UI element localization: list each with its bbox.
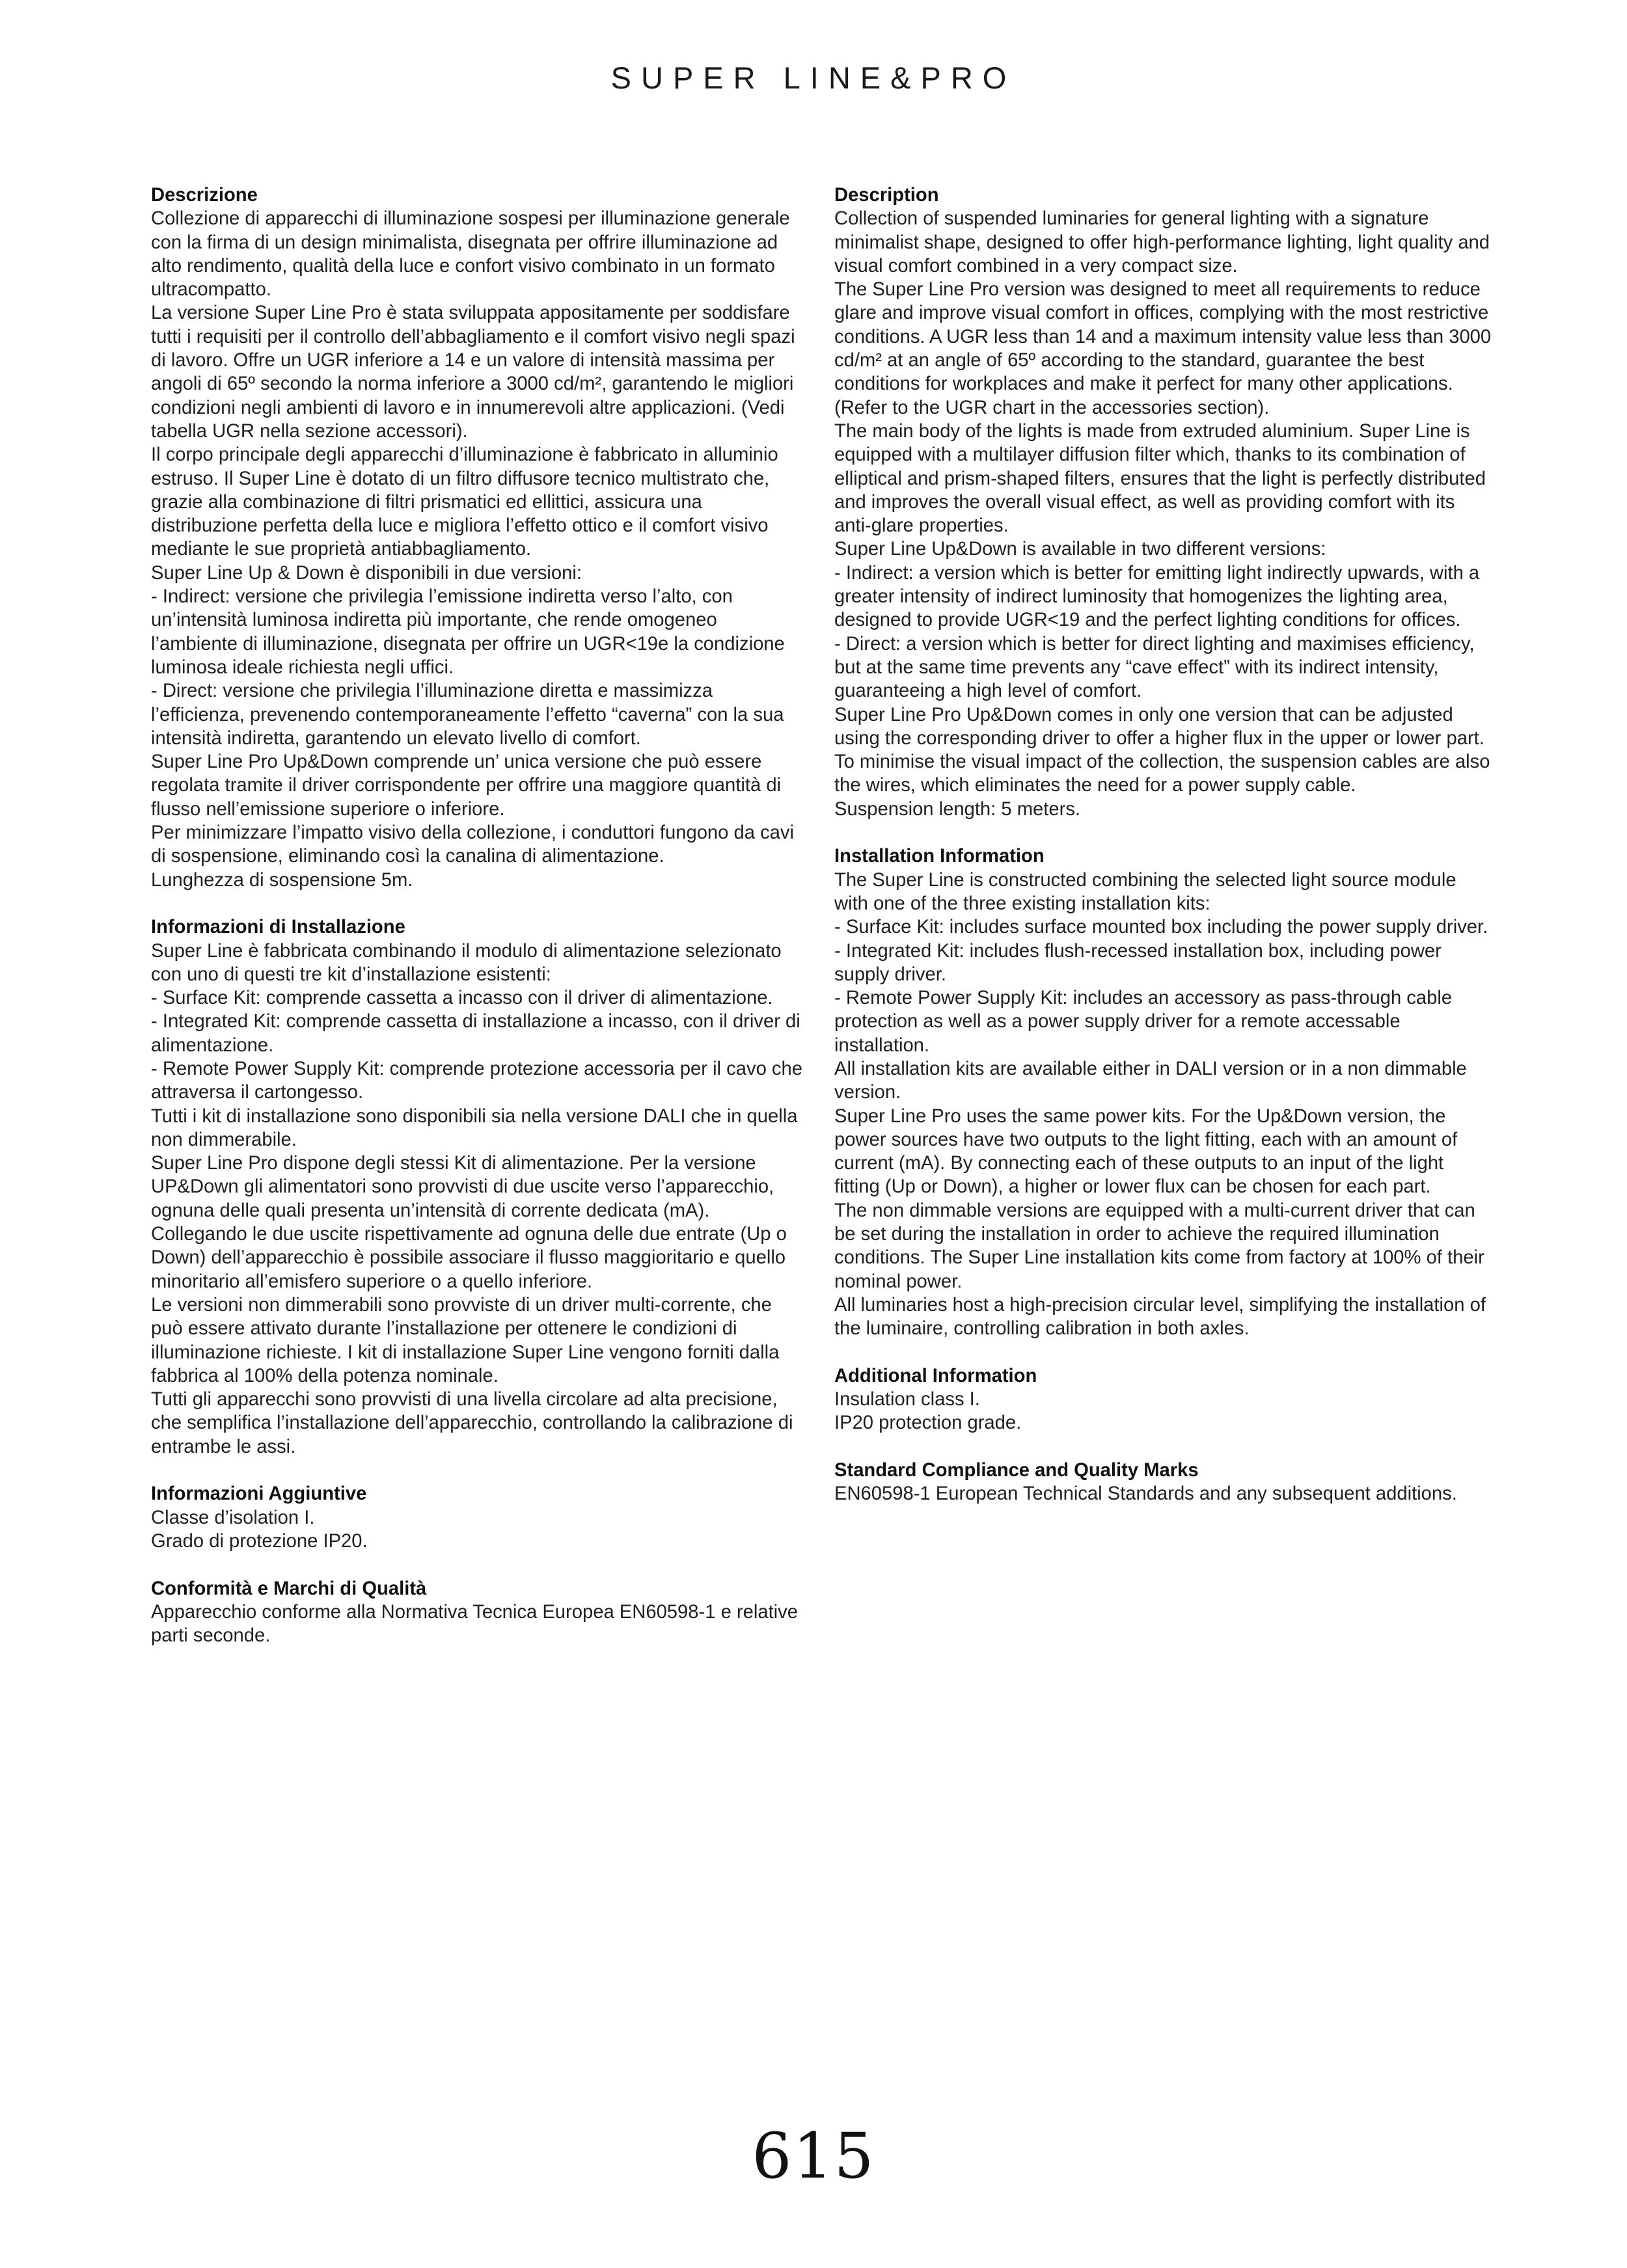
paragraph: - Surface Kit: comprende cassetta a incasso con il driver di alimentazione. [151,988,773,1009]
paragraph: - Indirect: a version which is better for emitting light indirectly upwards, with a greater intensity of indirect luminosity that homogenizes the lighting area, designed to provide UGR<19 and the perfect lighting conditions for offices. [834,562,1480,631]
paragraph: All luminaries host a high-precision circular level, simplifying the installation of the luminaire, controlling calibration in both axles. [834,1294,1486,1340]
paragraph: La versione Super Line Pro è stata sviluppata appositamente per soddisfare tutti i requisiti per il controllo dell’abbagliamento e il comfort visivo negli spazi di lavoro. Offre un UGR inferiore a 14 e un valore di intensità massima per angoli di 65º secondo la norma inferiore a 3000 cd/m², garantendo le migliori condizioni negli ambienti di lavoro e in innumerevoli altre applicazioni. (Vedi tabella UGR nella sezione accessori). [151,303,795,442]
paragraph: Suspension length: 5 meters. [834,798,1081,820]
section-description [834,183,1492,821]
english-column [834,183,1492,1530]
section-conformita [151,1577,808,1648]
paragraph: EN60598-1 European Technical Standards and any subsequent additions. [834,1483,1457,1505]
paragraph: Collection of suspended luminaries for general lighting with a signature minimalist shape, designed to offer high-performance lighting, light quality and visual comfort combined in a very compact size. [834,208,1490,277]
paragraph: Grado di protezione IP20. [151,1530,368,1552]
paragraph: Super Line Pro Up&Down comprende un’ unica versione che può essere regolata tramite il driver corrispondente per offrire una maggiore quantità di flusso nell’emissione superiore o inferiore. [151,751,782,820]
paragraph: The Super Line Pro version was designed to meet all requirements to reduce glare and improve visual comfort in offices, complying with the most restrictive conditions. A UGR less than 14 and a maximum intensity value less than 3000 cd/m² at an angle of 65º according to the standard, guarantee the best conditions for workplaces and make it perfect for many other applications. (Refer to the UGR chart in the accessories section). [834,279,1492,418]
paragraph: Tutti i kit di installazione sono disponibili sia nella versione DALI che in quella non dimmerabile. [151,1105,798,1150]
paragraph: Il corpo principale degli apparecchi d’illuminazione è fabbricato in alluminio estruso. Il Super Line è dotato di un filtro diffusore tecnico multistrato che, grazie alla combinazione di filtri prismatici ed ellittici, assicura una distribuzione perfetta della luce e migliora l’effetto ottico e il comfort visivo mediante le sue proprietà antiabbagliamento. [151,444,778,560]
paragraph: The Super Line is constructed combining the selected light source module with one of the three existing installation kits: [834,869,1456,914]
paragraph: Apparecchio conforme alla Normativa Tecnica Europea EN60598-1 e relative parti seconde. [151,1601,798,1647]
section-heading: Conformità e Marchi di Qualità [151,1578,427,1599]
section-descrizione [151,183,808,892]
paragraph: - Indirect: versione che privilegia l’emissione indiretta verso l’alto, con un’intensità luminosa indiretta più importante, che rende omogeneo l’ambiente di illuminazione, disegnata per offrire un UGR<19e la condizione luminosa ideale richiesta negli uffici. [151,586,785,678]
section-heading: Informazioni Aggiuntive [151,1483,367,1505]
section-heading: Additional Information [834,1365,1037,1386]
paragraph: - Direct: a version which is better for direct lighting and maximises efficiency, but at the same time prevents any “cave effect” with its indirect intensity, guaranteeing a high level of comfort. [834,633,1475,702]
paragraph: Per minimizzare l’impatto visivo della collezione, i conduttori fungono da cavi di sospensione, eliminando così la canalina di alimentazione. [151,822,794,867]
paragraph: To minimise the visual impact of the collection, the suspension cables are also the wires, which eliminates the need for a power supply cable. [834,751,1490,796]
page-number: 615 [752,2120,875,2193]
paragraph: Tutti gli apparecchi sono provvisti di una livella circolare ad alta precisione, che semplifica l’installazione dell’apparecchio, controllando la calibrazione di entrambe le assi. [151,1389,793,1457]
paragraph: - Remote Power Supply Kit: comprende protezione accessoria per il cavo che attraversa il cartongesso. [151,1058,802,1103]
section-heading: Descrizione [151,185,258,206]
paragraph: - Direct: versione che privilegia l’illuminazione diretta e massimizza l’efficienza, prevenendo contemporaneamente l’effetto “caverna” con la sua intensità indiretta, garantendo un elevato livello di comfort. [151,681,784,749]
section-heading: Standard Compliance and Quality Marks [834,1460,1199,1481]
paragraph: Collezione di apparecchi di illuminazione sospesi per illuminazione generale con la firma di un design minimalista, disegnata per offrire illuminazione ad alto rendimento, qualità della luce e confort visivo combinato in un formato ultracompatto. [151,208,790,301]
section-heading: Installation Information [834,846,1045,867]
paragraph: All installation kits are available either in DALI version or in a non dimmable version. [834,1058,1467,1103]
paragraph: The main body of the lights is made from extruded aluminium. Super Line is equipped with a multilayer diffusion filter which, thanks to its combination of elliptical and prism-shaped filters, ensures that the light is perfectly distributed and improves the overall visual effect, as well as providing comfort with its anti-glare properties. [834,420,1486,537]
paragraph: Classe d’isolation I. [151,1507,315,1528]
paragraph: The non dimmable versions are equipped with a multi-current driver that can be set during the installation in order to achieve the required illumination conditions. The Super Line installation kits come from factory at 100% of their nominal power. [834,1200,1484,1292]
paragraph: Insulation class I. [834,1389,980,1411]
section-heading: Informazioni di Installazione [151,917,405,938]
paragraph: Super Line Pro dispone degli stessi Kit di alimentazione. Per la versione UP&Down gli alimentatori sono provvisti di due uscite verso l’apparecchio, ognuna delle quali presenta un’intensità di corrente dedicata (mA). Collegando le due uscite rispettivamente ad ognuna delle due entrate (Up o Down) dell’apparecchio è possibile associare il flusso maggioritario e quello minoritario all’emisfero superiore o a quello inferiore. [151,1153,787,1292]
paragraph: Super Line Up&Down is available in two different versions: [834,539,1326,560]
italian-column [151,183,808,1671]
paragraph: Super Line Up & Down è disponibili in due versioni: [151,562,582,584]
section-heading: Description [834,185,939,206]
section-installation [834,844,1492,1340]
section-informazioni-aggiuntive [151,1482,808,1553]
paragraph: IP20 protection grade. [834,1412,1022,1434]
paragraph: Le versioni non dimmerabili sono provviste di un driver multi-corrente, che può essere attivato durante l’installazione per ottenere le condizioni di illuminazione richieste. I kit di installazione Super Line vengono forniti dalla fabbrica al 100% della potenza nominale. [151,1294,780,1386]
paragraph: - Surface Kit: includes surface mounted box including the power supply driver. [834,917,1488,938]
paragraph: Super Line Pro uses the same power kits. For the Up&Down version, the power sources have two outputs to the light fitting, each with an amount of current (mA). By connecting each of these outputs to an input of the light fitting (Up or Down), a higher or lower flux can be chosen for each part. [834,1105,1458,1198]
paragraph: Super Line Pro Up&Down comes in only one version that can be adjusted using the corresponding driver to offer a higher flux in the upper or lower part. [834,704,1484,749]
page-title: SUPER LINE&PRO [610,61,1017,95]
paragraph: - Integrated Kit: comprende cassetta di installazione a incasso, con il driver di alimentazione. [151,1011,800,1056]
paragraph: Lunghezza di sospensione 5m. [151,869,413,891]
section-compliance [834,1459,1492,1506]
section-installazione [151,915,808,1459]
paragraph: Super Line è fabbricata combinando il modulo di alimentazione selezionato con uno di questi tre kit d’installazione esistenti: [151,940,782,985]
paragraph: - Integrated Kit: includes flush-recessed installation box, including power supply driver. [834,940,1442,985]
section-additional-information [834,1364,1492,1435]
paragraph: - Remote Power Supply Kit: includes an accessory as pass-through cable protection as well as a power supply driver for a remote accessable installation. [834,988,1453,1056]
